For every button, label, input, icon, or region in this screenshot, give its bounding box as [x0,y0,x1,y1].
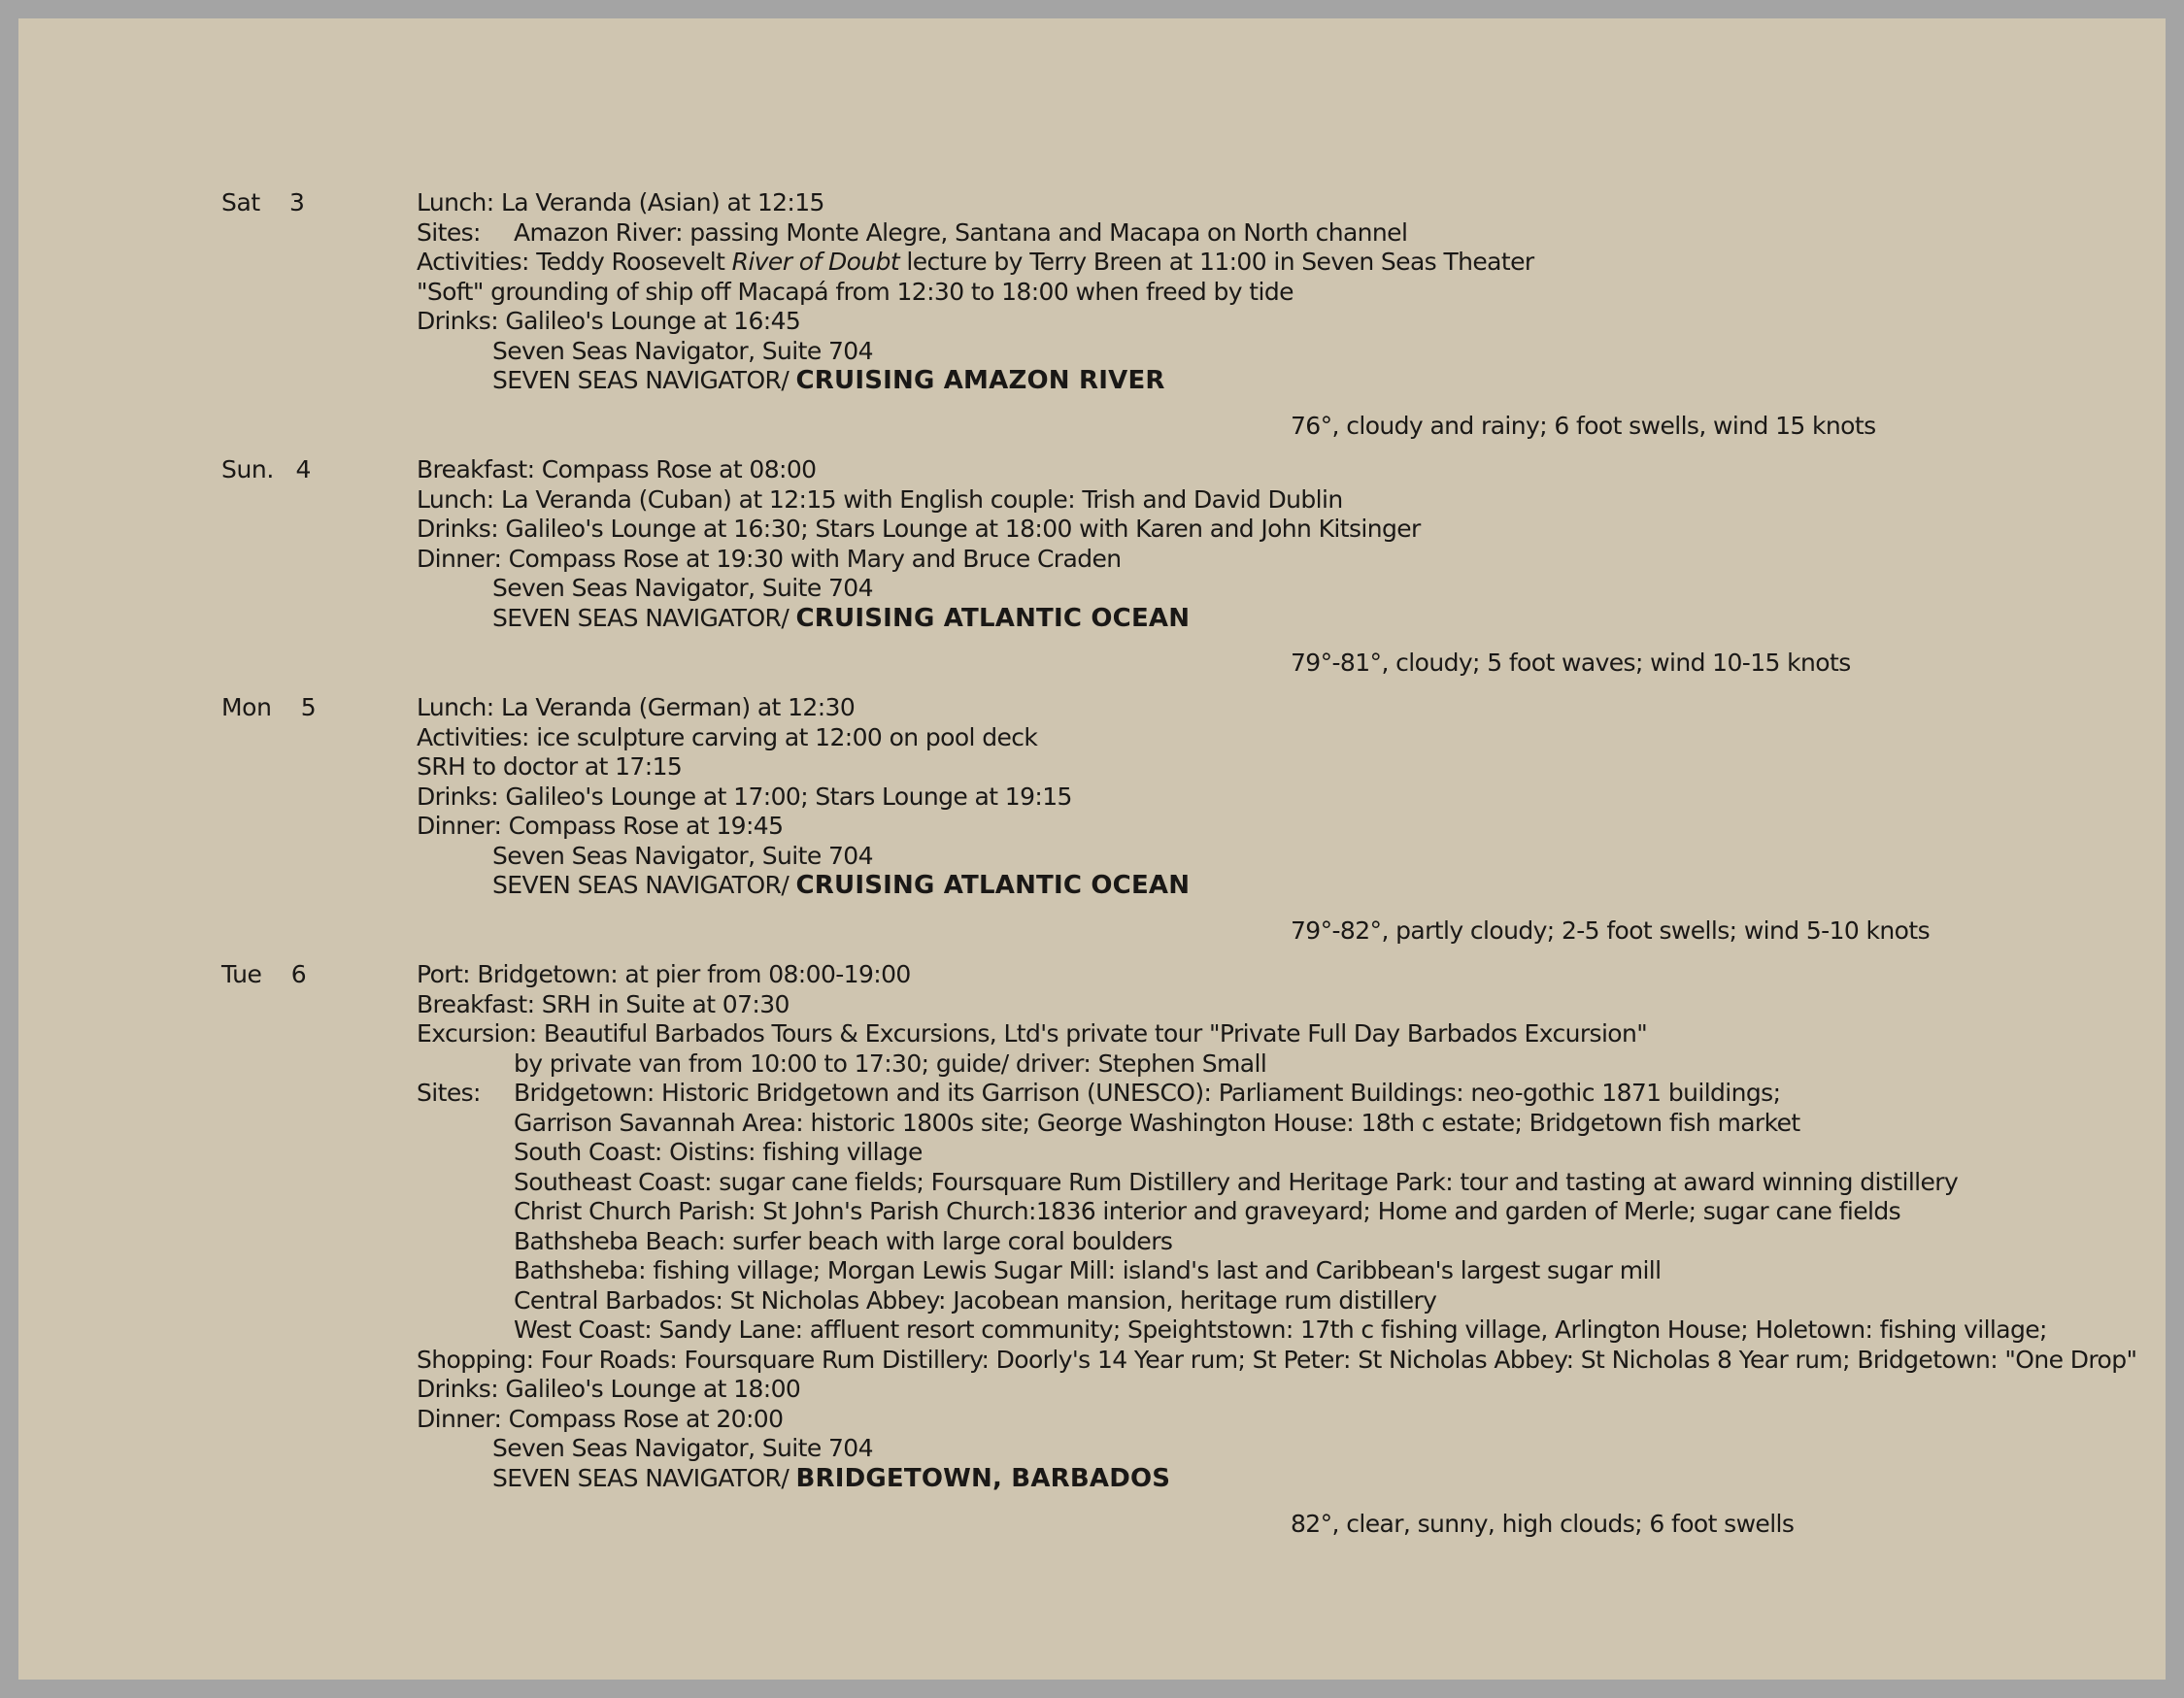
site-item: Bathsheba Beach: surfer beach with large coral boulders [514,1226,1173,1255]
excursion-line-2: by private van from 10:00 to 17:30; guide/ driver: Stephen Small [514,1049,1267,1078]
day-label [221,455,311,485]
activities-post: lecture by Terry Breen at 11:00 in Seven Seas Theater [899,248,1534,276]
day-number: 6 [290,960,307,988]
weather-line: 82°, clear, sunny, high clouds; 6 foot swells [1291,1510,1795,1538]
location-line [417,604,2145,634]
day-details [417,693,2145,901]
breakfast-line: Breakfast: Compass Rose at 08:00 [417,455,817,483]
site-item: South Coast: Oistins: fishing village [514,1138,923,1166]
site-item: Bathsheba: fishing village; Morgan Lewis Sugar Mill: island's last and Caribbean's largest sugar mill [514,1256,1662,1284]
shopping-line: Shopping: Four Roads: Foursquare Rum Distillery: Doorly's 14 Year rum; St Peter: St Nicholas Abbey: St Nicholas 8 Year rum; Bridgetown: "One Drop" [417,1345,2137,1374]
site-item: Bridgetown: Historic Bridgetown and its Garrison (UNESCO): Parliament Buildings: neo-gothic 1871 buildings; [514,1079,1781,1107]
hotel-line: Seven Seas Navigator, Suite 704 [492,1434,873,1462]
sites-line [417,218,2145,249]
drinks-line: Drinks: Galileo's Lounge at 16:45 [417,307,801,335]
day-name: Sun. [221,455,274,483]
sites-text: Amazon River: passing Monte Alegre, Santana and Macapa on North channel [514,217,1408,247]
port-line: Port: Bridgetown: at pier from 08:00-19:00 [417,960,911,988]
weather-line: 79°-81°, cloudy; 5 foot waves; wind 10-15 knots [1291,649,1851,677]
dinner-line: Dinner: Compass Rose at 19:45 [417,812,784,840]
day-number: 4 [295,455,312,483]
ship-name: SEVEN SEAS NAVIGATOR/ [492,603,796,632]
location-line [417,1464,2145,1494]
day-details [417,188,2145,396]
excursion-line: Excursion: Beautiful Barbados Tours & Excursions, Ltd's private tour "Private Full Day Barbados Excursion" [417,1019,1648,1048]
lunch-line: Lunch: La Veranda (Asian) at 12:15 [417,188,824,216]
dinner-line: Dinner: Compass Rose at 19:30 with Mary and Bruce Craden [417,544,1122,573]
day-name: Tue [221,960,262,988]
day-label [221,693,316,723]
hotel-line: Seven Seas Navigator, Suite 704 [492,841,873,870]
journal-page [18,18,2166,1680]
location-name: CRUISING ATLANTIC OCEAN [795,871,1191,900]
site-item: Central Barbados: St Nicholas Abbey: Jacobean mansion, heritage rum distillery [514,1285,1437,1315]
site-item: Garrison Savannah Area: historic 1800s site; George Washington House: 18th c estate; Bridgetown fish market [514,1108,1800,1137]
drinks-line: Drinks: Galileo's Lounge at 18:00 [417,1375,801,1403]
lunch-line: Lunch: La Veranda (German) at 12:30 [417,693,856,721]
location-name: CRUISING ATLANTIC OCEAN [795,603,1191,633]
location-line [417,871,2145,901]
day-number: 5 [300,693,317,721]
dinner-line: Dinner: Compass Rose at 20:00 [417,1404,784,1433]
weather-line: 79°-82°, partly cloudy; 2-5 foot swells; wind 5-10 knots [1291,916,1931,945]
hotel-line: Seven Seas Navigator, Suite 704 [492,336,873,365]
lunch-line: Lunch: La Veranda (Cuban) at 12:15 with English couple: Trish and David Dublin [417,484,1343,514]
activities-line: Activities: ice sculpture carving at 12:00 on pool deck [417,722,1038,751]
day-number: 3 [288,188,305,216]
day-name: Sat [221,188,260,216]
weather-line: 76°, cloudy and rainy; 6 foot swells, wind 15 knots [1291,412,1876,440]
location-name: BRIDGETOWN, BARBADOS [795,1463,1171,1493]
site-item: West Coast: Sandy Lane: affluent resort community; Speightstown: 17th c fishing village, Arlington House; Holetown: fishing village; [514,1315,2047,1344]
activities-pre: Activities: Teddy Roosevelt [417,248,732,276]
doctor-line: SRH to doctor at 17:15 [417,752,683,781]
ship-name: SEVEN SEAS NAVIGATOR/ [492,1463,796,1492]
breakfast-line: Breakfast: SRH in Suite at 07:30 [417,989,790,1018]
day-name: Mon [221,693,272,721]
sites-label: Sites: [417,1079,481,1107]
site-item: Southeast Coast: sugar cane fields; Foursquare Rum Distillery and Heritage Park: tour and tasting at award winning distillery [514,1167,1959,1196]
day-details [417,960,2145,1493]
day-label [221,188,305,218]
grounding-line: "Soft" grounding of ship off Macapá from 12:30 to 18:00 when freed by tide [417,277,1294,306]
day-details [417,455,2145,633]
sites-line [417,1079,2145,1109]
activities-line [417,248,2145,278]
location-name: CRUISING AMAZON RIVER [795,366,1165,395]
drinks-line: Drinks: Galileo's Lounge at 17:00; Stars Lounge at 19:15 [417,782,1072,811]
book-title: River of Doubt [731,248,900,276]
ship-name: SEVEN SEAS NAVIGATOR/ [492,366,796,394]
drinks-line: Drinks: Galileo's Lounge at 16:30; Stars Lounge at 18:00 with Karen and John Kitsinger [417,515,1421,543]
day-label [221,960,306,990]
ship-name: SEVEN SEAS NAVIGATOR/ [492,871,796,899]
site-item: Christ Church Parish: St John's Parish Church:1836 interior and graveyard; Home and garden of Merle; sugar cane fields [514,1197,1901,1225]
hotel-line: Seven Seas Navigator, Suite 704 [492,574,873,602]
sites-label: Sites: [417,217,481,247]
location-line [417,366,2145,396]
